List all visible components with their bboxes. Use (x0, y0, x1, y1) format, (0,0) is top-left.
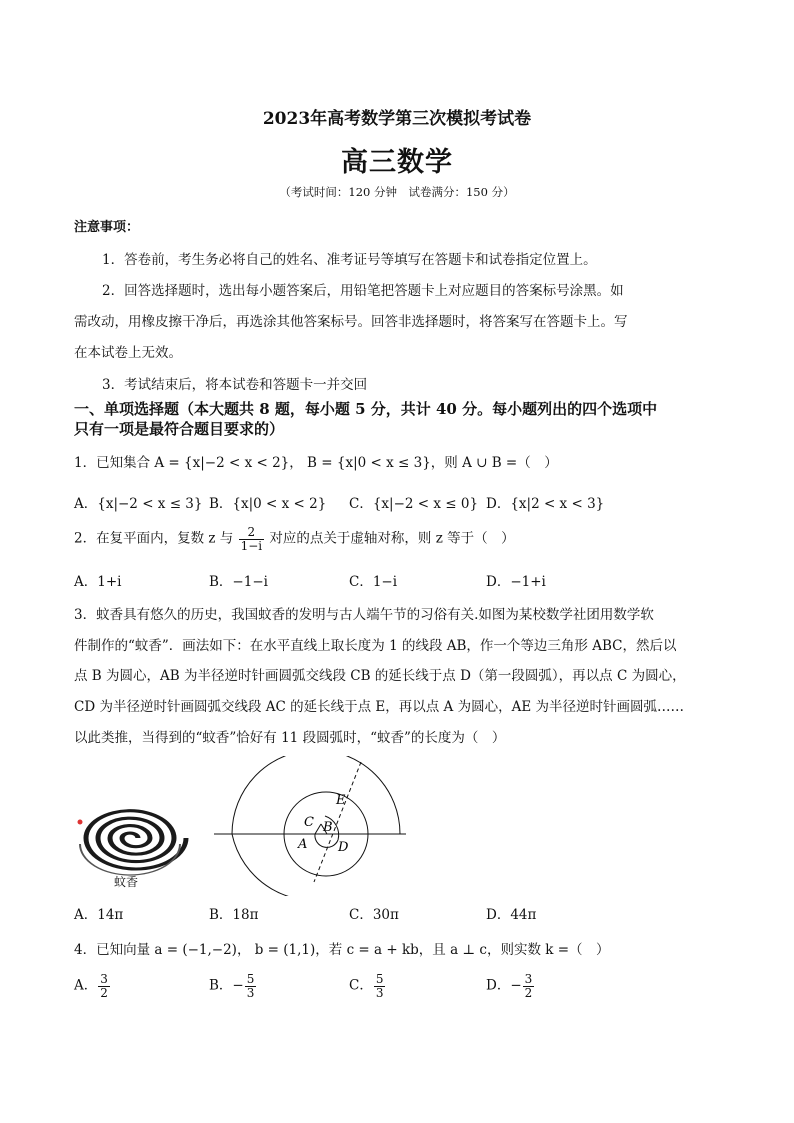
question-2-option-a: A．1+i (74, 574, 122, 590)
question-4-option-d (486, 973, 535, 999)
label-b: B (323, 820, 333, 835)
question-2-option-d: D．−1+i (486, 574, 546, 590)
dashed-line (314, 762, 361, 882)
notice-heading: 注意事项： (74, 220, 140, 235)
question-4-option-b (209, 973, 257, 999)
label-c: C (304, 815, 314, 830)
question-1-stem: 1．已知集合 A = {x|−2 < x < 2}， B = {x|0 < x ≤ 3}，则 A ∪ B =（ ） (74, 455, 558, 471)
outer-arc (232, 756, 400, 834)
section-heading-line-1: 一、单项选择题（本大题共 8 题，每小题 5 分，共计 40 分。每小题列出的四个选项中 (74, 400, 658, 418)
question-4-option-a (74, 973, 111, 999)
option-letter: B． (209, 977, 233, 994)
question-2-stem-pre: 2．在复平面内，复数 z 与 (74, 530, 234, 547)
question-2-stem-post: 对应的点关于虚轴对称，则 z 等于（ ） (269, 530, 515, 547)
question-3-option-c: C．30π (349, 907, 399, 923)
option-letter: C． (349, 977, 373, 994)
notice-item-3: 3．考试结束后，将本试卷和答题卡一并交回 (102, 377, 368, 393)
question-1-option-c: C．{x|−2 < x ≤ 0} (349, 496, 479, 512)
question-3-line-2: 件制作的“蚊香”．画法如下：在水平直线上取长度为 1 的线段 AB，作一个等边三角形 ABC，然后以 (74, 638, 677, 654)
question-1-option-d: D．{x|2 < x < 3} (486, 496, 605, 512)
fraction-denominator: 3 (246, 985, 255, 1000)
exam-meta: （考试时间：120 分钟 试卷满分：150 分） (279, 185, 515, 199)
question-4-stem: 4．已知向量 a = (−1,−2)， b = (1,1)，若 c = a + kb，且 a ⊥ c，则实数 k =（ ） (74, 942, 610, 958)
option-sign: − (232, 977, 244, 994)
option-fraction (523, 973, 535, 999)
notice-item-2-line-1: 2．回答选择题时，选出每小题答案后，用铅笔把答题卡上对应题目的答案标号涂黑。如 (102, 283, 624, 299)
label-e: E (336, 793, 346, 808)
question-4-option-c (349, 973, 386, 999)
notice-item-2-line-2: 需改动，用橡皮擦干净后，再选涂其他答案标号。回答非选择题时，将答案写在答题卡上。写 (74, 314, 628, 330)
question-2-option-c: C．1−i (349, 574, 398, 590)
section-heading-line-2: 只有一项是最符合题目要求的） (74, 420, 285, 438)
fraction-denominator: 2 (100, 985, 108, 1000)
exam-title: 2023年高考数学第三次模拟考试卷 (262, 109, 532, 129)
question-3-line-5: 以此类推，当得到的“蚊香”恰好有 11 段圆弧时，“蚊香”的长度为（ ） (74, 730, 506, 746)
option-fraction (245, 973, 257, 999)
question-3-line-4: CD 为半径逆时针画圆弧交线段 AC 的延长线于点 E，再以点 A 为圆心，AE 为半径逆时针画圆弧…… (74, 699, 684, 715)
question-3-option-d: D．44π (486, 907, 537, 923)
notice-item-1: 1．答卷前，考生务必将自己的姓名、准考证号等填写在答题卡和试卷指定位置上。 (102, 252, 597, 268)
coil-construction-diagram (210, 756, 410, 896)
fraction-numerator: 3 (100, 972, 108, 986)
question-2-fraction (239, 526, 265, 552)
fraction-numerator: 3 (524, 972, 533, 986)
label-a: A (298, 837, 308, 852)
option-sign: − (510, 977, 522, 994)
fraction-denominator: 3 (375, 985, 384, 1000)
notice-item-2-line-3: 在本试卷上无效。 (74, 345, 182, 361)
option-fraction (98, 973, 110, 999)
fraction-denominator: 1−i (240, 538, 263, 553)
option-fraction (374, 973, 386, 999)
question-3-option-a: A．14π (74, 907, 124, 923)
fraction-numerator: 2 (247, 525, 256, 539)
question-2-option-b: B．−1−i (209, 574, 268, 590)
question-3-line-3: 点 B 为圆心，AB 为半径逆时针画圆弧交线段 CB 的延长线于点 D（第一段圆弧），再以点 C 为圆心， (74, 668, 686, 684)
question-3-line-1: 3．蚊香具有悠久的历史，我国蚊香的发明与古人端午节的习俗有关.如图为某校数学社团用数学软 (74, 607, 654, 623)
exam-subject: 高三数学 (341, 147, 453, 178)
mosquito-coil-caption: 蚊香 (114, 875, 139, 889)
option-letter: A． (74, 977, 98, 994)
fraction-denominator: 2 (524, 985, 533, 1000)
small-arc-1 (315, 834, 338, 847)
question-1-option-b: B．{x|0 < x < 2} (209, 496, 327, 512)
label-d: D (338, 840, 349, 855)
question-3-option-b: B．18π (209, 907, 259, 923)
question-1-option-a: A．{x|−2 < x ≤ 3} (74, 496, 203, 512)
fraction-numerator: 5 (375, 972, 384, 986)
question-2-stem (74, 526, 515, 552)
fraction-numerator: 5 (246, 972, 255, 986)
option-letter: D． (486, 977, 511, 994)
